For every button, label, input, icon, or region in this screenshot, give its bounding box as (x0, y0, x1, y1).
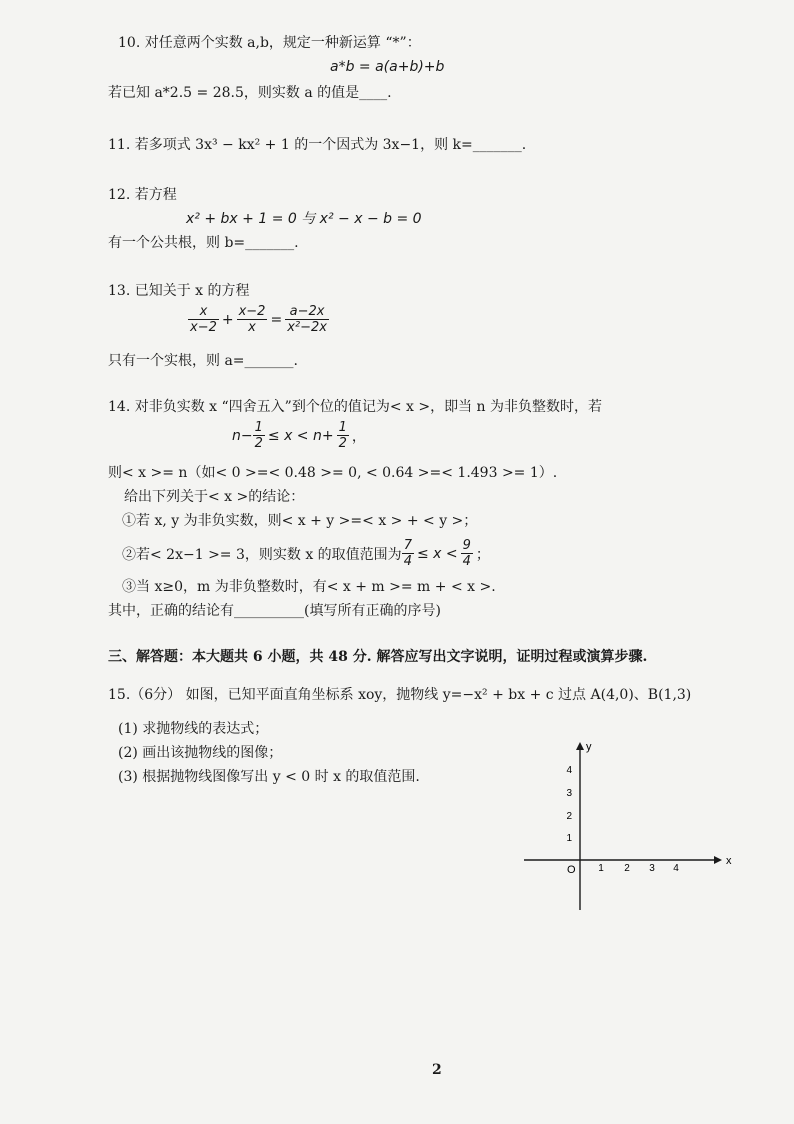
y-tick-label: 1 (566, 833, 572, 844)
q14-conclusions-intro: 给出下列关于< x >的结论： (124, 489, 305, 505)
q15-part-3: (3) 根据抛物线图像写出 y < 0 时 x 的取值范围. (118, 769, 420, 785)
c2-f2-numerator: 9 (462, 538, 471, 553)
q11-question: 11. 若多项式 3x³ − kx² + 1 的一个因式为 3x−1，则 k=_______. (108, 137, 527, 153)
q10-formula: a*b = a(a+b)+b (330, 59, 445, 75)
q10-question: 若已知 a*2.5 = 28.5，则实数 a 的值是____. (108, 85, 392, 101)
x-tick-label: 4 (673, 863, 679, 874)
q13-f2-denominator: x (248, 320, 256, 335)
q13-f1-numerator: x (188, 304, 219, 320)
q13-fraction-1 (188, 304, 219, 335)
plus-sign: + (221, 311, 234, 328)
coordinate-axes-figure (518, 736, 738, 916)
q13-f3-numerator: a−2x (285, 304, 329, 320)
q14-definition: 则< x >= n（如< 0 >=< 0.48 >= 0, < 0.64 >=< 1.493 >= 1）. (108, 465, 558, 481)
section-3-heading: 三、解答题：本大题共 6 小题，共 48 分. 解答应写出文字说明，证明过程或演算步骤. (108, 649, 648, 665)
q14-half-2 (337, 420, 349, 451)
q13-question: 只有一个实根，则 a=_______. (108, 353, 298, 369)
q14-question: 其中，正确的结论有__________(填写所有正确的序号) (108, 603, 441, 619)
q14-conclusion-1: ①若 x, y 为非负实数，则< x + y >=< x > + < y >； (122, 513, 478, 529)
q13-equation (188, 304, 329, 335)
q15-part-1: (1) 求抛物线的表达式； (118, 721, 269, 737)
c2-f1-numerator: 7 (403, 538, 412, 553)
q12-formula: x² + bx + 1 = 0 与 x² − x − b = 0 (186, 211, 422, 227)
q14-c2-frac-2 (461, 538, 473, 569)
q10-stem: 10. 对任意两个实数 a,b，规定一种新运算 “*”： (118, 35, 421, 51)
q13-stem: 13. 已知关于 x 的方程 (108, 283, 250, 299)
q14-stem: 14. 对非负实数 x “四舍五入”到个位的值记为< x >，即当 n 为非负整数时，若 (108, 399, 602, 415)
q14-ineq-end: ， (351, 428, 366, 445)
x-axis-arrow (714, 856, 722, 864)
half-numerator: 1 (254, 420, 263, 435)
q13-fraction-3 (285, 304, 329, 335)
x-tick-label: 2 (624, 863, 630, 874)
y-tick-label: 4 (566, 765, 572, 776)
q13-fraction-2 (237, 304, 268, 335)
x-tick-label: 3 (649, 863, 655, 874)
c2-f1-denominator: 4 (403, 554, 412, 569)
y-axis-label: y (586, 741, 592, 753)
half-denominator: 2 (254, 436, 263, 451)
q14-ineq-mid: ≤ x < n+ (267, 427, 334, 444)
q15-stem: 15.（6分） 如图，已知平面直角坐标系 xoy，抛物线 y=−x² + bx + c 过点 A(4,0)、B(1,3) (108, 687, 692, 703)
q14-c2-frac-1 (402, 538, 414, 569)
c2-f2-denominator: 4 (462, 554, 471, 569)
q14-inequality (232, 420, 369, 451)
q12-question: 有一个公共根，则 b=_______. (108, 235, 299, 251)
y-tick-label: 2 (566, 811, 572, 822)
x-axis-label: x (726, 855, 732, 867)
equals-sign: = (270, 311, 283, 328)
q12-stem: 12. 若方程 (108, 187, 177, 203)
q13-f2-numerator: x−2 (238, 304, 266, 319)
y-tick-label: 3 (566, 788, 572, 799)
q14-conclusion-3: ③当 x≥0，m 为非负整数时，有< x + m >= m + < x >. (122, 579, 496, 595)
q14-c2-end: ； (475, 546, 490, 563)
x-tick-label: 1 (598, 863, 604, 874)
origin-label: O (567, 864, 576, 876)
q14-c2-text: ②若< 2x−1 >= 3，则实数 x 的取值范围为 (122, 546, 402, 563)
q13-f1-denominator: x−2 (190, 320, 217, 335)
q14-c2-mid: ≤ x < (416, 545, 458, 562)
q14-ineq-left: n− (232, 427, 253, 444)
half-numerator: 1 (338, 420, 347, 435)
y-axis-arrow (576, 742, 584, 750)
q14-half-1 (253, 420, 265, 451)
page-number: 2 (432, 1062, 442, 1078)
q13-f3-denominator: x²−2x (287, 320, 327, 335)
q15-part-2: (2) 画出该抛物线的图像； (118, 745, 283, 761)
half-denominator: 2 (338, 436, 347, 451)
q14-conclusion-2 (122, 538, 493, 569)
